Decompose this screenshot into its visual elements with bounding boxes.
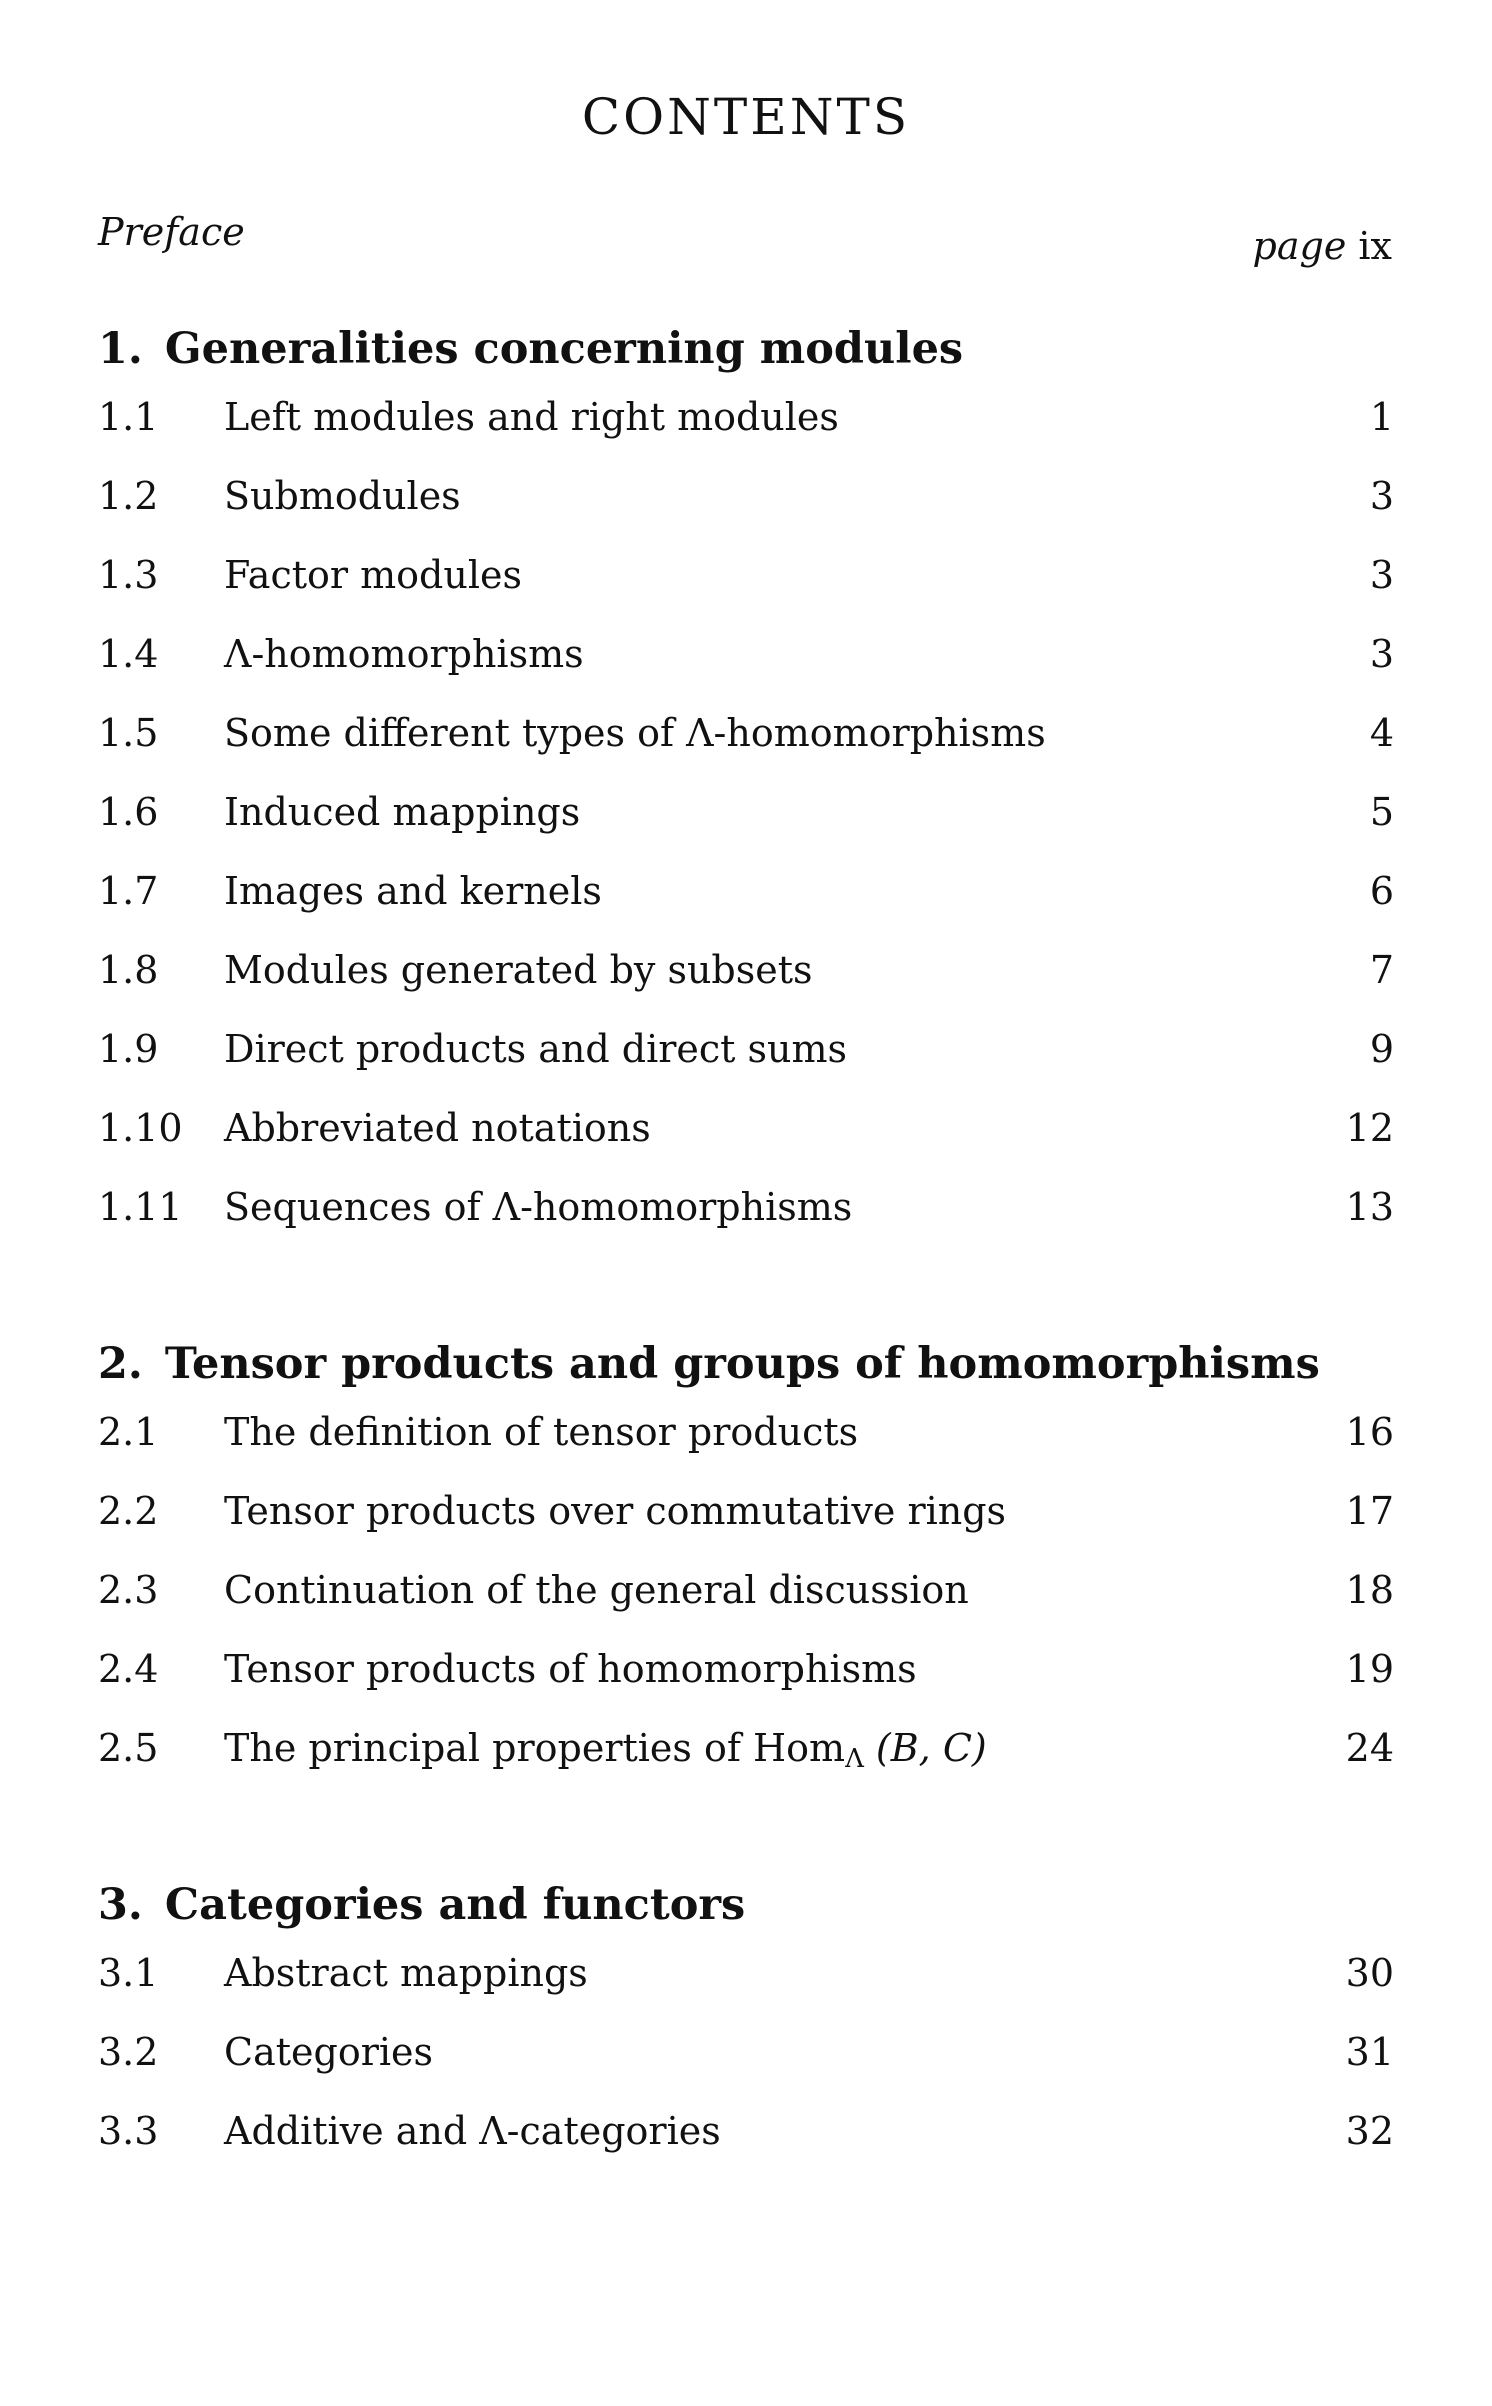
- chapter-1: [98, 320, 1394, 1247]
- section-title: Sequences of Λ-homomorphisms: [224, 1185, 853, 1229]
- chapter-heading: [98, 1876, 1394, 1934]
- page-number: 3: [1369, 553, 1394, 597]
- section-title: Λ-homomorphisms: [224, 632, 584, 676]
- section-title: Images and kernels: [224, 869, 602, 913]
- section-title: Abstract mappings: [224, 1951, 588, 1995]
- section-title: Submodules: [224, 474, 461, 518]
- toc-entry: [98, 694, 1394, 773]
- chapter-3: [98, 1876, 1394, 2171]
- section-number: 1.10: [98, 1106, 183, 1150]
- section-number: 2.4: [98, 1647, 159, 1691]
- toc-entry: [98, 1551, 1394, 1630]
- toc-entry: [98, 1010, 1394, 1089]
- toc-entry: [98, 1934, 1394, 2013]
- page-number: 9: [1369, 1027, 1394, 1071]
- section-title: Induced mappings: [224, 790, 581, 834]
- toc-entry: [98, 1168, 1394, 1247]
- section-number: 3.2: [98, 2030, 159, 2074]
- section-number: 2.1: [98, 1410, 159, 1454]
- section-title: Some different types of Λ-homomorphisms: [224, 711, 1046, 755]
- chapter-number: 3.: [98, 1880, 143, 1930]
- page-number: 5: [1369, 790, 1394, 834]
- toc-entry: [98, 457, 1394, 536]
- preface-page: [1253, 224, 1392, 268]
- chapter-2: [98, 1335, 1394, 1788]
- title-args: (B, C): [863, 1726, 987, 1770]
- page-number: 7: [1369, 948, 1394, 992]
- section-number: 1.3: [98, 553, 159, 597]
- section-title: Tensor products over commutative rings: [224, 1489, 1007, 1533]
- section-number: 3.1: [98, 1951, 159, 1995]
- section-title: Continuation of the general discussion: [224, 1568, 969, 1612]
- chapter-title: Tensor products and groups of homomorphisms: [164, 1339, 1320, 1389]
- toc-entry: [98, 1472, 1394, 1551]
- toc-entry: [98, 1630, 1394, 1709]
- page-number: 31: [1345, 2030, 1394, 2074]
- toc-entry: [98, 615, 1394, 694]
- chapter-number: 1.: [98, 324, 143, 374]
- page-number: 19: [1345, 1647, 1394, 1691]
- preface-label: Preface: [98, 210, 245, 254]
- section-number: 2.3: [98, 1568, 159, 1612]
- toc-entry: [98, 2013, 1394, 2092]
- section-title: The definition of tensor products: [224, 1410, 859, 1454]
- page-number: 30: [1345, 1951, 1394, 1995]
- section-number: 1.1: [98, 395, 159, 439]
- toc-entry: [98, 1089, 1394, 1168]
- chapter-number: 2.: [98, 1339, 143, 1389]
- section-number: 1.2: [98, 474, 159, 518]
- page-number: 3: [1369, 474, 1394, 518]
- page-number: 4: [1369, 711, 1394, 755]
- chapter-title: Generalities concerning modules: [164, 324, 964, 374]
- section-title: Left modules and right modules: [224, 395, 839, 439]
- section-title: [224, 1709, 1346, 1793]
- chapter-title: Categories and functors: [164, 1880, 746, 1930]
- section-title: Tensor products of homomorphisms: [224, 1647, 917, 1691]
- section-title: Abbreviated notations: [224, 1106, 651, 1150]
- page-number: 17: [1345, 1489, 1394, 1533]
- page-number: 24: [1345, 1726, 1394, 1770]
- toc-entry: [98, 1393, 1394, 1472]
- chapter-heading: [98, 320, 1394, 378]
- toc-entry: [98, 773, 1394, 852]
- subscript-lambda: Λ: [845, 1744, 864, 1774]
- page-number: 12: [1345, 1106, 1394, 1150]
- section-number: 2.2: [98, 1489, 159, 1533]
- section-title: Direct products and direct sums: [224, 1027, 848, 1071]
- section-number: 1.4: [98, 632, 159, 676]
- section-number: 1.5: [98, 711, 159, 755]
- section-number: 1.8: [98, 948, 159, 992]
- section-title: Factor modules: [224, 553, 522, 597]
- toc-entry: [98, 2092, 1394, 2171]
- section-number: 3.3: [98, 2109, 159, 2153]
- page-title: CONTENTS: [581, 88, 911, 146]
- page-number: 1: [1369, 395, 1394, 439]
- toc-entry: [98, 378, 1394, 457]
- section-title: Additive and Λ-categories: [224, 2109, 721, 2153]
- section-title: Categories: [224, 2030, 433, 2074]
- toc-entry: [98, 852, 1394, 931]
- section-number: 1.11: [98, 1185, 183, 1229]
- section-title: Modules generated by subsets: [224, 948, 813, 992]
- page-number: 32: [1345, 2109, 1394, 2153]
- page-number: 16: [1345, 1410, 1394, 1454]
- toc-entry: [98, 536, 1394, 615]
- toc-entry: [98, 1709, 1394, 1788]
- preface-page-number: ix: [1358, 224, 1392, 268]
- page-number: 3: [1369, 632, 1394, 676]
- page-number: 13: [1345, 1185, 1394, 1229]
- section-number: 2.5: [98, 1726, 159, 1770]
- page-prefix: page: [1252, 224, 1347, 268]
- page-number: 6: [1369, 869, 1394, 913]
- section-number: 1.9: [98, 1027, 159, 1071]
- toc-entry: [98, 931, 1394, 1010]
- section-number: 1.6: [98, 790, 159, 834]
- page-number: 18: [1345, 1568, 1394, 1612]
- title-text: The principal properties of Hom: [224, 1726, 846, 1770]
- chapter-heading: [98, 1335, 1394, 1393]
- section-number: 1.7: [98, 869, 159, 913]
